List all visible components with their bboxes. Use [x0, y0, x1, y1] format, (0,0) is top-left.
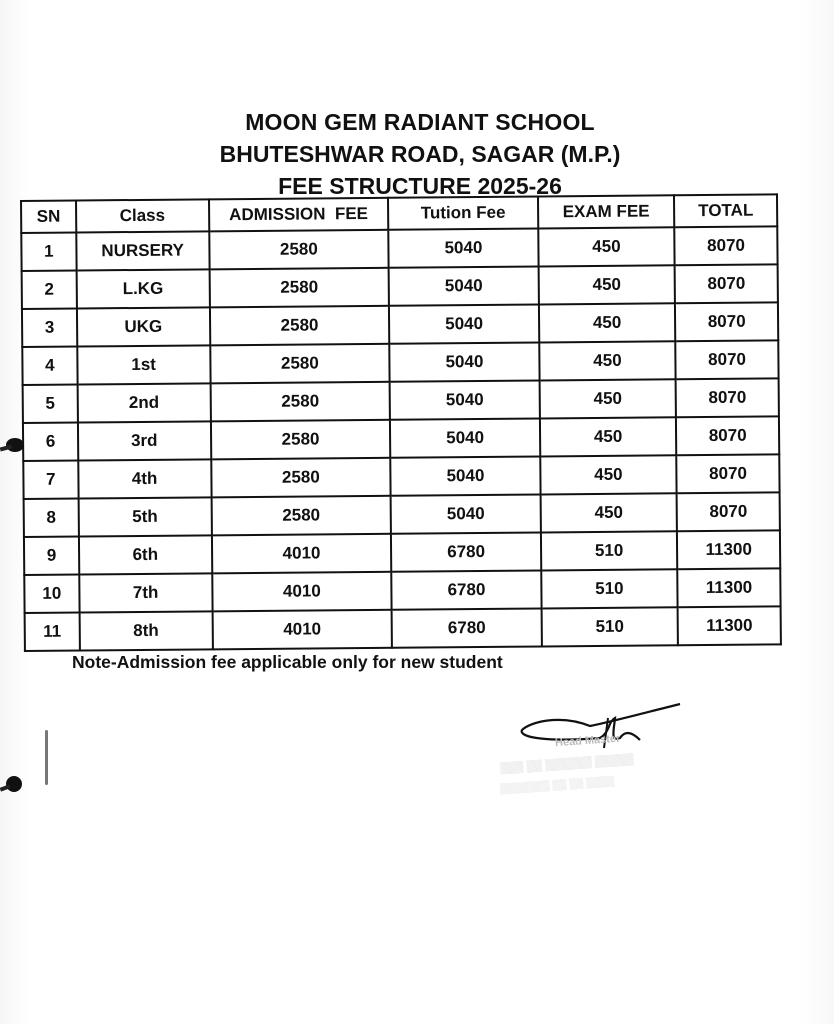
cell-tution-fee: 6780: [392, 608, 542, 647]
table-row: [24, 492, 780, 537]
cell-class: 7th: [79, 573, 212, 612]
cell-sn: 3: [22, 309, 77, 347]
fee-structure-table: [20, 193, 782, 652]
table-row: [23, 454, 779, 499]
cell-total: 11300: [677, 530, 780, 569]
stamp-address-line: ▒▒▒▒▒▒▒ ▒▒ ▒▒ ▒▒▒▒: [499, 776, 615, 795]
cell-tution-fee: 5040: [391, 494, 541, 533]
cell-tution-fee: 5040: [391, 456, 541, 495]
table-row: [21, 226, 777, 271]
cell-total: 11300: [678, 606, 781, 645]
cell-exam-fee: 450: [539, 379, 676, 418]
column-header-sn: SN: [21, 201, 76, 233]
cell-tution-fee: 6780: [392, 570, 542, 609]
cell-tution-fee: 5040: [389, 228, 539, 267]
cell-admission-fee: 2580: [209, 306, 389, 346]
cell-tution-fee: 6780: [391, 532, 541, 571]
cell-total: 8070: [676, 378, 779, 417]
cell-admission-fee: 2580: [211, 496, 391, 536]
table-row: [24, 530, 780, 575]
cell-admission-fee: 2580: [210, 420, 390, 460]
table-row: [23, 416, 779, 461]
cell-exam-fee: 510: [541, 607, 678, 646]
cell-total: 11300: [677, 568, 780, 607]
cell-exam-fee: 450: [539, 303, 676, 342]
cell-sn: 5: [23, 385, 78, 423]
cell-total: 8070: [677, 492, 780, 531]
cell-admission-fee: 4010: [212, 610, 392, 650]
cell-class: 8th: [79, 611, 212, 650]
table-row: [23, 378, 779, 423]
cell-admission-fee: 4010: [212, 572, 392, 612]
cell-admission-fee: 2580: [210, 344, 390, 384]
cell-total: 8070: [676, 416, 779, 455]
cell-class: 4th: [78, 459, 211, 498]
cell-admission-fee: 2580: [211, 458, 391, 498]
cell-total: 8070: [675, 226, 778, 265]
cell-sn: 11: [25, 612, 80, 650]
cell-tution-fee: 5040: [390, 380, 540, 419]
table-row: [25, 606, 781, 651]
cell-tution-fee: 5040: [389, 266, 539, 305]
cell-sn: 6: [23, 423, 78, 461]
column-header-tution-fee: Tution Fee: [388, 196, 538, 229]
admission-note: Note-Admission fee applicable only for new student: [72, 652, 503, 672]
cell-exam-fee: 510: [541, 569, 678, 608]
document-header: [170, 106, 670, 202]
cell-admission-fee: 2580: [209, 230, 389, 270]
cell-sn: 10: [24, 574, 79, 612]
cell-exam-fee: 450: [538, 227, 675, 266]
headmaster-signature: [490, 692, 730, 812]
cell-admission-fee: 2580: [209, 268, 389, 308]
cell-admission-fee: 2580: [210, 382, 390, 422]
cell-class: 3rd: [78, 421, 211, 460]
cell-total: 8070: [675, 264, 778, 303]
cell-tution-fee: 5040: [390, 342, 540, 381]
cell-total: 8070: [677, 454, 780, 493]
table-row: [22, 302, 778, 347]
cell-sn: 1: [21, 233, 76, 271]
column-header-class: Class: [76, 199, 209, 232]
stamp-title: Head Master: [554, 732, 621, 750]
cell-sn: 2: [22, 271, 77, 309]
cell-class: 6th: [79, 535, 212, 574]
cell-tution-fee: 5040: [390, 418, 540, 457]
document-title: FEE STRUCTURE 2025-26: [278, 173, 562, 199]
cell-class: 1st: [77, 345, 210, 384]
table-row: [24, 568, 780, 613]
cell-exam-fee: 450: [540, 455, 677, 494]
cell-sn: 8: [24, 499, 79, 537]
cell-class: 2nd: [77, 383, 210, 422]
cell-sn: 9: [24, 537, 79, 575]
table-row: [22, 264, 778, 309]
fee-table-container: [20, 193, 782, 652]
cell-exam-fee: 450: [540, 417, 677, 456]
cell-tution-fee: 5040: [389, 304, 539, 343]
column-header-total: TOTAL: [674, 194, 777, 227]
cell-exam-fee: 450: [538, 265, 675, 304]
cell-class: UKG: [77, 307, 210, 346]
paper-crease-mark: [45, 730, 48, 785]
cell-admission-fee: 4010: [211, 534, 391, 574]
cell-class: NURSERY: [76, 231, 209, 270]
cell-total: 8070: [675, 302, 778, 341]
cell-sn: 7: [23, 461, 78, 499]
school-address: BHUTESHWAR ROAD, SAGAR (M.P.): [219, 141, 621, 167]
column-header-exam-fee: EXAM FEE: [538, 195, 675, 228]
table-row: [22, 340, 778, 385]
cell-class: 5th: [78, 497, 211, 536]
cell-class: L.KG: [76, 269, 209, 308]
cell-sn: 4: [22, 347, 77, 385]
cell-exam-fee: 450: [539, 341, 676, 380]
cell-total: 8070: [676, 340, 779, 379]
cell-exam-fee: 450: [540, 493, 677, 532]
cell-exam-fee: 510: [541, 531, 678, 570]
column-header-admission-fee: ADMISSION FEE: [209, 198, 389, 232]
stamp-school-line: ▒▒▒ ▒▒ ▒▒▒▒▒▒ ▒▒▒▒▒: [499, 753, 635, 775]
school-name: MOON GEM RADIANT SCHOOL: [245, 109, 595, 135]
